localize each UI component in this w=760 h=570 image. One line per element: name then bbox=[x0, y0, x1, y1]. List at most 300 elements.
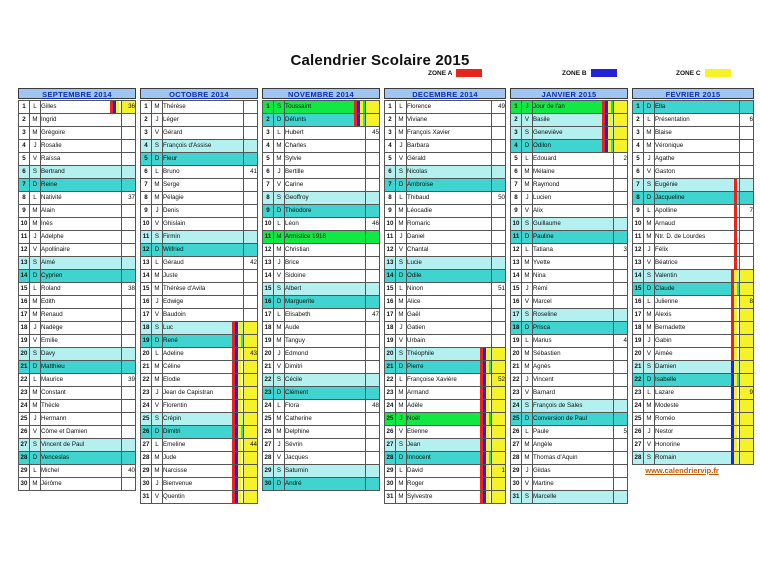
table-row[interactable] bbox=[19, 465, 136, 478]
week-number bbox=[492, 452, 506, 465]
table-row[interactable] bbox=[19, 413, 136, 426]
table-row[interactable] bbox=[263, 140, 380, 153]
table-row[interactable] bbox=[511, 426, 628, 439]
day-of-week: M bbox=[30, 114, 41, 127]
table-row[interactable] bbox=[633, 322, 754, 335]
table-row[interactable] bbox=[263, 179, 380, 192]
week-vacation-fill bbox=[740, 270, 753, 282]
table-row[interactable] bbox=[633, 374, 754, 387]
saint-name-text: Pierre bbox=[407, 363, 424, 370]
saint-name-text: Armistice 1918 bbox=[285, 233, 326, 240]
day-of-week: M bbox=[644, 231, 655, 244]
table-row[interactable] bbox=[19, 205, 136, 218]
table-row[interactable] bbox=[141, 413, 258, 426]
day-of-week: L bbox=[644, 387, 655, 400]
saint-name-text: Céline bbox=[163, 363, 181, 370]
table-row[interactable] bbox=[633, 166, 754, 179]
day-of-week: M bbox=[644, 413, 655, 426]
day-number: 14 bbox=[633, 270, 644, 283]
table-row[interactable] bbox=[19, 309, 136, 322]
table-row[interactable] bbox=[633, 400, 754, 413]
day-number: 3 bbox=[263, 127, 274, 140]
table-row[interactable] bbox=[19, 140, 136, 153]
table-row[interactable] bbox=[19, 374, 136, 387]
saint-name bbox=[163, 426, 244, 439]
saint-name bbox=[163, 101, 244, 114]
day-number: 7 bbox=[385, 179, 396, 192]
table-row[interactable] bbox=[19, 244, 136, 257]
table-row[interactable] bbox=[263, 335, 380, 348]
table-row[interactable] bbox=[385, 270, 506, 283]
table-row[interactable] bbox=[633, 283, 754, 296]
table-row[interactable] bbox=[511, 179, 628, 192]
table-row[interactable] bbox=[385, 127, 506, 140]
week-number bbox=[122, 322, 136, 335]
table-row[interactable] bbox=[385, 205, 506, 218]
table-row[interactable] bbox=[511, 387, 628, 400]
table-row[interactable] bbox=[19, 218, 136, 231]
table-row[interactable] bbox=[511, 101, 628, 114]
day-number: 4 bbox=[19, 140, 30, 153]
week-number bbox=[614, 491, 628, 504]
vacation-stripe-zone-c bbox=[486, 452, 489, 464]
table-row[interactable] bbox=[511, 257, 628, 270]
saint-name bbox=[41, 270, 122, 283]
table-row[interactable] bbox=[141, 426, 258, 439]
day-of-week: S bbox=[152, 322, 163, 335]
saint-name-text: Brice bbox=[285, 259, 300, 266]
table-row[interactable] bbox=[19, 296, 136, 309]
table-row[interactable] bbox=[633, 101, 754, 114]
table-row[interactable] bbox=[385, 231, 506, 244]
table-row[interactable] bbox=[263, 244, 380, 257]
week-number bbox=[366, 101, 380, 114]
table-row[interactable] bbox=[263, 296, 380, 309]
day-of-week: J bbox=[152, 114, 163, 127]
table-row[interactable] bbox=[633, 309, 754, 322]
table-row[interactable] bbox=[385, 335, 506, 348]
week-number bbox=[122, 400, 136, 413]
day-number: 19 bbox=[263, 335, 274, 348]
table-row[interactable] bbox=[19, 101, 136, 114]
day-number: 26 bbox=[385, 426, 396, 439]
day-number: 19 bbox=[19, 335, 30, 348]
day-of-week: D bbox=[152, 153, 163, 166]
table-row[interactable] bbox=[511, 413, 628, 426]
saint-name-text: Gaël bbox=[407, 311, 421, 318]
table-row[interactable] bbox=[141, 491, 258, 504]
day-of-week: M bbox=[274, 153, 285, 166]
table-row[interactable] bbox=[263, 348, 380, 361]
table-row[interactable] bbox=[141, 400, 258, 413]
table-row[interactable] bbox=[633, 426, 754, 439]
vacation-stripe-zone-c bbox=[734, 335, 737, 347]
table-row[interactable] bbox=[263, 270, 380, 283]
table-row[interactable] bbox=[141, 218, 258, 231]
table-row[interactable] bbox=[141, 166, 258, 179]
table-row[interactable] bbox=[385, 465, 506, 478]
table-row[interactable] bbox=[633, 205, 754, 218]
table-row[interactable] bbox=[633, 257, 754, 270]
table-row[interactable] bbox=[511, 374, 628, 387]
saint-name-text: Daniel bbox=[407, 233, 425, 240]
table-row[interactable] bbox=[263, 400, 380, 413]
week-number bbox=[366, 426, 380, 439]
table-row[interactable] bbox=[385, 140, 506, 153]
table-row[interactable] bbox=[263, 465, 380, 478]
saint-name-text: Baudoin bbox=[163, 311, 186, 318]
saint-name-text: Roméo bbox=[655, 415, 675, 422]
table-row[interactable] bbox=[141, 140, 258, 153]
week-number-text: 47 bbox=[372, 311, 379, 318]
table-row[interactable] bbox=[511, 270, 628, 283]
table-row[interactable] bbox=[141, 296, 258, 309]
saint-name bbox=[41, 426, 122, 439]
table-row[interactable] bbox=[385, 192, 506, 205]
saint-name bbox=[655, 283, 740, 296]
table-row[interactable] bbox=[263, 205, 380, 218]
day-of-week: M bbox=[522, 439, 533, 452]
table-row[interactable] bbox=[19, 452, 136, 465]
vacation-stripe-zone-c bbox=[734, 322, 737, 334]
week-number bbox=[122, 114, 136, 127]
saint-name bbox=[407, 413, 492, 426]
week-number bbox=[244, 413, 258, 426]
day-of-week: M bbox=[396, 400, 407, 413]
table-row[interactable] bbox=[19, 335, 136, 348]
saint-name bbox=[163, 114, 244, 127]
day-number: 6 bbox=[511, 166, 522, 179]
table-row[interactable] bbox=[141, 153, 258, 166]
table-row[interactable] bbox=[385, 413, 506, 426]
week-vacation-fill bbox=[614, 101, 627, 113]
table-row[interactable] bbox=[385, 426, 506, 439]
table-row[interactable] bbox=[19, 439, 136, 452]
table-row[interactable] bbox=[511, 244, 628, 257]
table-row[interactable] bbox=[141, 192, 258, 205]
table-row[interactable] bbox=[633, 244, 754, 257]
table-row[interactable] bbox=[511, 192, 628, 205]
table-row[interactable] bbox=[511, 309, 628, 322]
day-of-week: V bbox=[644, 166, 655, 179]
saint-name-text: Nativité bbox=[41, 194, 62, 201]
table-row[interactable] bbox=[633, 335, 754, 348]
site-link[interactable]: www.calendriervip.fr bbox=[645, 466, 719, 475]
table-row[interactable] bbox=[511, 127, 628, 140]
table-row[interactable] bbox=[385, 257, 506, 270]
table-row[interactable] bbox=[263, 374, 380, 387]
table-row[interactable] bbox=[385, 153, 506, 166]
table-row[interactable] bbox=[19, 348, 136, 361]
week-number bbox=[366, 218, 380, 231]
table-row[interactable] bbox=[141, 270, 258, 283]
table-row[interactable] bbox=[141, 257, 258, 270]
table-row[interactable] bbox=[19, 114, 136, 127]
saint-name-text: Elodie bbox=[163, 376, 181, 383]
table-row[interactable] bbox=[263, 322, 380, 335]
day-number: 24 bbox=[633, 400, 644, 413]
table-row[interactable] bbox=[385, 387, 506, 400]
saint-name bbox=[407, 270, 492, 283]
week-number bbox=[740, 101, 754, 114]
table-row[interactable] bbox=[19, 127, 136, 140]
table-row[interactable] bbox=[263, 114, 380, 127]
saint-name-text: Côme et Damien bbox=[41, 428, 88, 435]
day-of-week: S bbox=[274, 374, 285, 387]
table-row[interactable] bbox=[141, 244, 258, 257]
day-number: 15 bbox=[511, 283, 522, 296]
saint-name bbox=[407, 257, 492, 270]
table-row[interactable] bbox=[141, 439, 258, 452]
table-row[interactable] bbox=[511, 114, 628, 127]
day-number: 21 bbox=[633, 361, 644, 374]
saint-name bbox=[41, 374, 122, 387]
week-vacation-fill bbox=[740, 374, 753, 386]
saint-name bbox=[655, 140, 740, 153]
table-row[interactable] bbox=[385, 374, 506, 387]
day-number: 29 bbox=[511, 465, 522, 478]
table-row[interactable] bbox=[19, 387, 136, 400]
table-row[interactable] bbox=[511, 218, 628, 231]
table-row[interactable] bbox=[19, 192, 136, 205]
table-row[interactable] bbox=[633, 452, 754, 465]
table-row[interactable] bbox=[263, 127, 380, 140]
table-row[interactable] bbox=[633, 114, 754, 127]
table-row[interactable] bbox=[633, 361, 754, 374]
day-of-week: L bbox=[152, 166, 163, 179]
table-row[interactable] bbox=[19, 283, 136, 296]
table-row[interactable] bbox=[141, 374, 258, 387]
saint-name-text: Alice bbox=[407, 298, 421, 305]
table-row[interactable] bbox=[263, 452, 380, 465]
table-row[interactable] bbox=[141, 387, 258, 400]
table-row[interactable] bbox=[263, 439, 380, 452]
table-row[interactable] bbox=[263, 218, 380, 231]
day-of-week: S bbox=[274, 192, 285, 205]
saint-name bbox=[285, 166, 366, 179]
table-row[interactable] bbox=[633, 127, 754, 140]
week-number bbox=[740, 387, 754, 400]
table-row[interactable] bbox=[385, 452, 506, 465]
saint-name-text: Sylvestre bbox=[407, 493, 433, 500]
saint-name bbox=[407, 335, 492, 348]
table-row[interactable] bbox=[511, 452, 628, 465]
table-row[interactable] bbox=[141, 478, 258, 491]
day-number: 17 bbox=[141, 309, 152, 322]
table-row[interactable] bbox=[633, 439, 754, 452]
table-row[interactable] bbox=[385, 322, 506, 335]
table-row[interactable] bbox=[511, 166, 628, 179]
table-row[interactable] bbox=[633, 179, 754, 192]
table-row[interactable] bbox=[263, 166, 380, 179]
day-number: 22 bbox=[141, 374, 152, 387]
table-row[interactable] bbox=[19, 257, 136, 270]
table-row[interactable] bbox=[141, 114, 258, 127]
table-row[interactable] bbox=[263, 309, 380, 322]
table-row[interactable] bbox=[633, 270, 754, 283]
day-of-week: J bbox=[396, 231, 407, 244]
table-row[interactable] bbox=[141, 179, 258, 192]
table-row[interactable] bbox=[19, 322, 136, 335]
table-row[interactable] bbox=[141, 465, 258, 478]
table-row[interactable] bbox=[385, 114, 506, 127]
saint-name bbox=[407, 491, 492, 504]
day-number: 13 bbox=[633, 257, 644, 270]
table-row[interactable] bbox=[263, 192, 380, 205]
table-row[interactable] bbox=[385, 283, 506, 296]
table-row[interactable] bbox=[263, 153, 380, 166]
vacation-stripe-zone-c bbox=[486, 374, 489, 386]
table-row[interactable] bbox=[19, 166, 136, 179]
week-number bbox=[122, 244, 136, 257]
table-row[interactable] bbox=[633, 218, 754, 231]
day-of-week: D bbox=[644, 192, 655, 205]
table-row[interactable] bbox=[263, 101, 380, 114]
day-of-week: D bbox=[152, 426, 163, 439]
table-row[interactable] bbox=[141, 205, 258, 218]
vacation-stripe-zone-c bbox=[238, 491, 241, 503]
saint-name-text: Rémi bbox=[533, 285, 548, 292]
table-row[interactable] bbox=[385, 491, 506, 504]
vacation-stripe-zone-c bbox=[734, 283, 737, 295]
table-row[interactable] bbox=[511, 491, 628, 504]
table-row[interactable] bbox=[511, 400, 628, 413]
saint-name-text: Véronique bbox=[655, 142, 684, 149]
table-row[interactable] bbox=[141, 283, 258, 296]
table-row[interactable] bbox=[141, 452, 258, 465]
table-row[interactable] bbox=[385, 361, 506, 374]
table-row[interactable] bbox=[633, 140, 754, 153]
table-row[interactable] bbox=[633, 348, 754, 361]
table-row[interactable] bbox=[263, 283, 380, 296]
saint-name-text: Charles bbox=[285, 142, 307, 149]
saint-name bbox=[285, 218, 366, 231]
table-row[interactable] bbox=[19, 361, 136, 374]
week-number bbox=[122, 361, 136, 374]
vacation-stripe-zone-c bbox=[734, 361, 737, 373]
week-number-text: 41 bbox=[250, 168, 257, 175]
month-block bbox=[632, 88, 754, 504]
day-number: 1 bbox=[385, 101, 396, 114]
table-row[interactable] bbox=[19, 426, 136, 439]
table-row[interactable] bbox=[633, 192, 754, 205]
week-number bbox=[492, 231, 506, 244]
table-row[interactable] bbox=[263, 387, 380, 400]
week-number bbox=[614, 387, 628, 400]
table-row[interactable] bbox=[19, 179, 136, 192]
week-number bbox=[122, 348, 136, 361]
table-row[interactable] bbox=[511, 283, 628, 296]
table-row[interactable] bbox=[385, 166, 506, 179]
table-row[interactable] bbox=[141, 322, 258, 335]
saint-name-text: Delphine bbox=[285, 428, 310, 435]
table-row[interactable] bbox=[19, 231, 136, 244]
table-row[interactable] bbox=[511, 348, 628, 361]
table-row[interactable] bbox=[263, 361, 380, 374]
table-row[interactable] bbox=[511, 153, 628, 166]
table-row[interactable] bbox=[633, 413, 754, 426]
table-row[interactable] bbox=[141, 101, 258, 114]
table-row[interactable] bbox=[511, 478, 628, 491]
saint-name-text: Roland bbox=[41, 285, 61, 292]
week-number bbox=[122, 166, 136, 179]
saint-name bbox=[285, 192, 366, 205]
table-row[interactable] bbox=[263, 257, 380, 270]
table-row[interactable] bbox=[511, 335, 628, 348]
table-row[interactable] bbox=[141, 127, 258, 140]
saint-name bbox=[655, 400, 740, 413]
table-row[interactable] bbox=[511, 439, 628, 452]
table-row[interactable] bbox=[633, 387, 754, 400]
saint-name bbox=[533, 413, 614, 426]
table-row[interactable] bbox=[263, 478, 380, 491]
saint-name-text: Sidoine bbox=[285, 272, 306, 279]
day-number: 20 bbox=[19, 348, 30, 361]
saint-name-text: Cyprien bbox=[41, 272, 63, 279]
table-row[interactable] bbox=[19, 400, 136, 413]
table-row[interactable] bbox=[19, 270, 136, 283]
vacation-stripe-zone-c bbox=[238, 387, 241, 399]
table-row[interactable] bbox=[263, 426, 380, 439]
table-row[interactable] bbox=[141, 309, 258, 322]
table-row[interactable] bbox=[511, 205, 628, 218]
table-row[interactable] bbox=[385, 348, 506, 361]
table-row[interactable] bbox=[141, 361, 258, 374]
table-row[interactable] bbox=[141, 348, 258, 361]
table-row[interactable] bbox=[633, 153, 754, 166]
table-row[interactable] bbox=[511, 322, 628, 335]
table-row[interactable] bbox=[385, 244, 506, 257]
table-row[interactable] bbox=[19, 153, 136, 166]
day-of-week: M bbox=[152, 465, 163, 478]
week-number bbox=[122, 127, 136, 140]
saint-name bbox=[655, 179, 740, 192]
saint-name-text: Alix bbox=[533, 207, 543, 214]
day-of-week: J bbox=[30, 413, 41, 426]
day-of-week: J bbox=[522, 465, 533, 478]
table-row[interactable] bbox=[141, 231, 258, 244]
week-number bbox=[614, 140, 628, 153]
table-row[interactable] bbox=[511, 361, 628, 374]
table-row[interactable] bbox=[385, 400, 506, 413]
table-row[interactable] bbox=[385, 179, 506, 192]
table-row[interactable] bbox=[511, 140, 628, 153]
day-number: 13 bbox=[141, 257, 152, 270]
vacation-stripe-zone-c bbox=[360, 114, 363, 126]
week-number bbox=[122, 296, 136, 309]
table-row[interactable] bbox=[385, 101, 506, 114]
day-number: 13 bbox=[511, 257, 522, 270]
table-row[interactable] bbox=[511, 296, 628, 309]
table-row[interactable] bbox=[633, 296, 754, 309]
day-of-week: V bbox=[522, 205, 533, 218]
table-row[interactable] bbox=[385, 439, 506, 452]
table-row[interactable] bbox=[19, 478, 136, 491]
day-of-week: D bbox=[644, 101, 655, 114]
table-row[interactable] bbox=[385, 296, 506, 309]
table-row[interactable] bbox=[385, 478, 506, 491]
table-row[interactable] bbox=[385, 218, 506, 231]
saint-name-text: Mélaine bbox=[533, 168, 555, 175]
table-row[interactable] bbox=[263, 231, 380, 244]
table-row[interactable] bbox=[263, 413, 380, 426]
table-row[interactable] bbox=[385, 309, 506, 322]
table-row[interactable] bbox=[141, 335, 258, 348]
table-row[interactable] bbox=[511, 231, 628, 244]
day-of-week: M bbox=[396, 218, 407, 231]
table-row[interactable] bbox=[633, 231, 754, 244]
saint-name bbox=[285, 179, 366, 192]
